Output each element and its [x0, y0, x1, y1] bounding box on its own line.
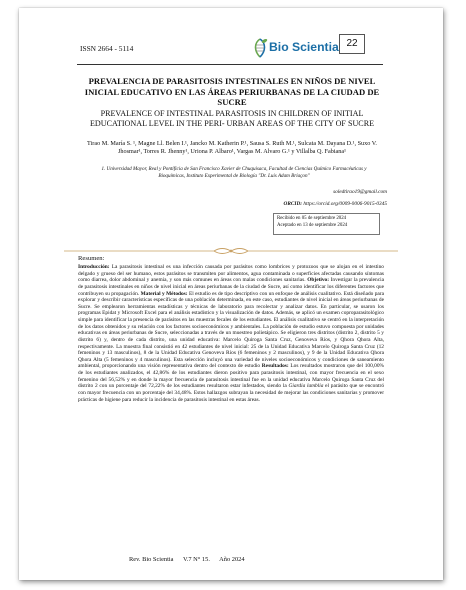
footer-journal: Rev. Bio Scientia: [129, 556, 174, 563]
footer-volume: V.7 N° 15.: [182, 556, 210, 563]
results-text-2: el parásito que se encontró con mayor frecuencia con un porcentaje del 34,48%. Estos hallazgos subrayan la necesidad de mejorar las condiciones sanitarias y promover prácticas de higiene para reducir la incidencia de parasitosis intestinal en estas áreas.: [78, 383, 385, 403]
affiliation: 1. Universidad Mayor, Real y Pontificia de San Francisco Xavier de Chuquisaca, Facultad de Ciencias Químico Farmacéuticas y Bioquímicas, Instituto Experimental de Biología "Dr. Luis Adam Briaçon": [101, 166, 367, 179]
abstract-heading: Resumen:: [78, 255, 105, 262]
results-text: Los resultados mostraron que del 100,00% de los estudiantes analizados, el 42,86% de los estudiantes dieron positivo para parasitosis intestinal, con mayor frecuencia en el sexo femenino del 56,52% y en donde la mayor frecuencia de parasitosis intestinal fue en la unidad educativa Marcelo Quiroga Santa Cruz del distrito 2 con un porcentaje del 72,22% de los estudiantes resultaron estar infestados, siendo la: [78, 363, 384, 390]
orcid-label: ORCID:: [283, 201, 303, 207]
accepted-date: Aceptado en 13 de septiembre 2024: [277, 223, 348, 228]
dna-leaf-icon: [251, 37, 269, 59]
methods-text: El estudio es de tipo descriptivo con un enfoque de análisis cualitativo. Está diseñado para explorar y describir características específicas de una población determinada, en este caso, estudiantes de nivel inicial en áreas periurbanas de Sucre. Se emplearon herramientas estadísticas y técnicas de laboratorio para recolectar y analizar datos. En particular, se usaron los programas Epidat y Microsoft Excel para el análisis estadístico y la visualización de datos. Además, se aplicó un examen coproparasitológico simple para identificar la presencia de parásitos en las muestras fecales de los estudiantes. El análisis cualitativo se centró en la interpretación de los datos obtenidos y su relación con los factores socioeconómicos y ambientales. La población de estudio estuvo compuesta por unidades educativas en áreas periurbanas de Sucre, seleccionadas a través de un muestreo polietápico. Se eligieron tres distritos (distrito 2, distrito 5 y distrito 6) y, dentro de cada distrito, una unidad educativa: Marcelo Quiroga Santa Cruz, Genoveva Ríos, y Qhora Qhora Alta, respectivamente. La muestra final consistió en 42 estudiantes de nivel inicial: 25 de la Unidad Educativa Marcelo Quiroga Santa Cruz (12 femeninos y 13 masculinos), 8 de la Unidad Educativa Genoveva Ríos (6 femeninos y 2 masculinos), y 9 de la Unidad Educativa Qhora Qhora Alta (5 femeninos y 4 masculinos). Esta selección incluyó una variedad de niveles socioeconómicos y condiciones de saneamiento ambiental, proporcionando una visión representativa dentro del contexto de estudio: [78, 290, 384, 370]
page-footer: [129, 556, 253, 563]
article-page: [19, 8, 443, 580]
species-name: Giardia lamblia: [288, 383, 324, 390]
header-rule: [77, 64, 383, 65]
objective-text: Investigar la prevalencia de parasitosis intestinales en niños de nivel inicial en áreas periurbanas de la ciudad de Sucre, así como identificar los diferentes factores que contribuyen su propagación.: [78, 277, 385, 297]
intro-label: Introducción:: [78, 264, 110, 270]
received-date: Recibido en 05 de septiembre 2024: [277, 216, 347, 221]
author-list: Tirao M. María S. ¹, Magne Ll. Belen I.¹, Jancko M. Katherin P.¹, Sausa S. Ruth M.¹, Sulcata M. Dayana D.¹, Suxo V. Jhosmar¹, Torres R. Jhenny¹, Uriona P. Albaro¹, Vargas M. Alvaro G.¹ y Villalba Q. Fabiana¹: [87, 140, 377, 156]
page-number: 22: [339, 34, 365, 54]
orcid-link[interactable]: https://orcid.org/0009-0006-9015-0345: [303, 201, 387, 207]
logo-text: Bio Scientia: [269, 40, 339, 54]
submission-dates-box: [273, 213, 380, 235]
objective-label: Objetivo:: [307, 277, 330, 284]
results-label: Resultados:: [261, 363, 289, 370]
methods-label: Material y Métodos:: [140, 290, 188, 297]
article-title-english: PREVALENCE OF INTESTINAL PARASITOSIS IN CHILDREN OF INITIAL EDUCATIONAL LEVEL IN THE PERI- URBAN AREAS OF THE CITY OF SUCRE: [89, 109, 375, 129]
orcid-line: [179, 201, 387, 207]
article-title: PREVALENCIA DE PARASITOSIS INTESTINALES EN NIÑOS DE NIVEL INICIAL EDUCATIVO EN LAS ÁREAS PERIURBANAS DE LA CIUDAD DE SUCRE: [84, 76, 380, 108]
footer-year: Año 2024: [219, 556, 245, 563]
contact-email[interactable]: soledtirao19@gmail.com: [333, 189, 387, 195]
issn-label: ISSN 2664 - 5114: [80, 44, 134, 53]
intro-text: La parasitosis intestinal es una infección causada por parásitos como lombrices y protozoos que se alojan en el intestino delgado y grueso del ser humano, estos parásitos se transmiten por alimentos, agua contaminada o superficies afectadas causando síntomas como diarrea, dolor abdominal y anemia, y son más comunes en áreas con malas condiciones sanitarias.: [78, 264, 384, 284]
ornamental-divider: [64, 247, 398, 255]
abstract-body: [78, 264, 384, 403]
